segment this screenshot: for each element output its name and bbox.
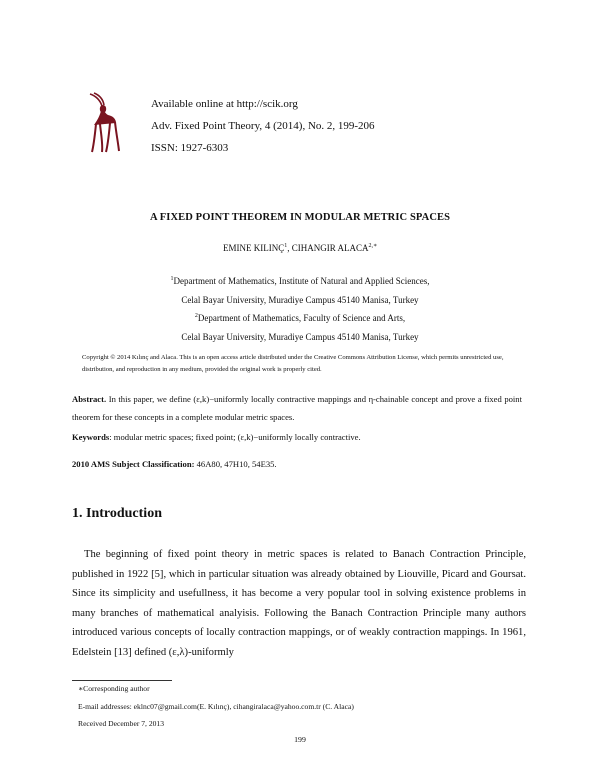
issn: ISSN: 1927-6303	[151, 142, 229, 154]
affiliation-2-line-2: Celal Bayar University, Muradiye Campus 45140 Manisa, Turkey	[181, 332, 419, 342]
ams-classification	[72, 459, 277, 469]
intro-paragraph: The beginning of fixed point theory in metric spaces is related to Banach Contraction Principle, published in 1922 [5], which in particular situation was already obtained by Liouville, Picard and Goursat. Since its simplicity and usefullness, it has become a very popular tool in solving existence problems in many branches of mathematical analyisis. Following the Banach Contraction Principle many authors introduced various concepts of locally contraction mappings, or of weakly contraction mappings. In 1961, Edelstein [13] defined (ε,λ)-uniformly	[72, 549, 526, 658]
antelope-logo-icon	[86, 92, 120, 154]
authors	[0, 243, 600, 253]
ams-text: 46A80, 47H10, 54E35.	[194, 459, 277, 469]
footnote-corresponding: ∗Corresponding author	[78, 684, 150, 693]
journal-url-line: Available online at http://scik.org	[151, 98, 298, 110]
affiliation-2-line-1: $^2$Department of Mathematics, Faculty of Science and Arts,	[194, 313, 406, 323]
keywords-text: : modular metric spaces; fixed point; (ε,k)−uniformly locally contractive.	[109, 432, 361, 442]
footnote-emails: E-mail addresses: eklnc07@gmail.com(E. Kılınç), cihangiralaca@yahoo.com.tr (C. Alaca)	[78, 702, 354, 711]
copyright-notice: Copyright © 2014 Kılınç and Alaca. This is an open access article distributed under the Creative Commons Attribution License, which permits unrestricted use, distribution, and reproduction in any medium, provided the original work is properly cited.	[82, 354, 504, 373]
author-2-sup: 2,∗	[368, 243, 378, 249]
footnote-received: Received December 7, 2013	[78, 719, 165, 728]
author-2: CIHANGIR ALACA	[291, 243, 369, 253]
paper-title: A FIXED POINT THEOREM IN MODULAR METRIC SPACES	[149, 212, 451, 223]
abstract	[72, 390, 522, 426]
footnote-divider	[72, 680, 172, 681]
affiliation-1-line-2: Celal Bayar University, Muradiye Campus 45140 Manisa, Turkey	[181, 295, 419, 305]
journal-citation: Adv. Fixed Point Theory, 4 (2014), No. 2, 199-206	[151, 120, 375, 132]
affiliation-1-line-1: $^1$Department of Mathematics, Institute of Natural and Applied Sciences,	[170, 276, 430, 286]
author-1-sup: 1	[284, 243, 288, 249]
page-number: 199	[294, 735, 306, 744]
abstract-label: Abstract.	[72, 394, 107, 404]
keywords-label: Keywords	[72, 432, 110, 442]
author-1: EMINE KILINÇ	[222, 243, 285, 253]
abstract-text: In this paper, we define (ε,k)−uniformly locally contractive mappings and η-chainable concept and prove a fixed point theorem for these concepts in a complete modular metric spaces.	[72, 394, 522, 422]
author-separator: ,	[287, 243, 292, 253]
ams-label: 2010 AMS Subject Classification:	[72, 459, 195, 469]
aff-1-sup: 1	[170, 276, 174, 282]
keywords	[72, 432, 361, 442]
section-heading: 1. Introduction	[72, 506, 162, 521]
aff-2-sup: 2	[194, 313, 198, 319]
